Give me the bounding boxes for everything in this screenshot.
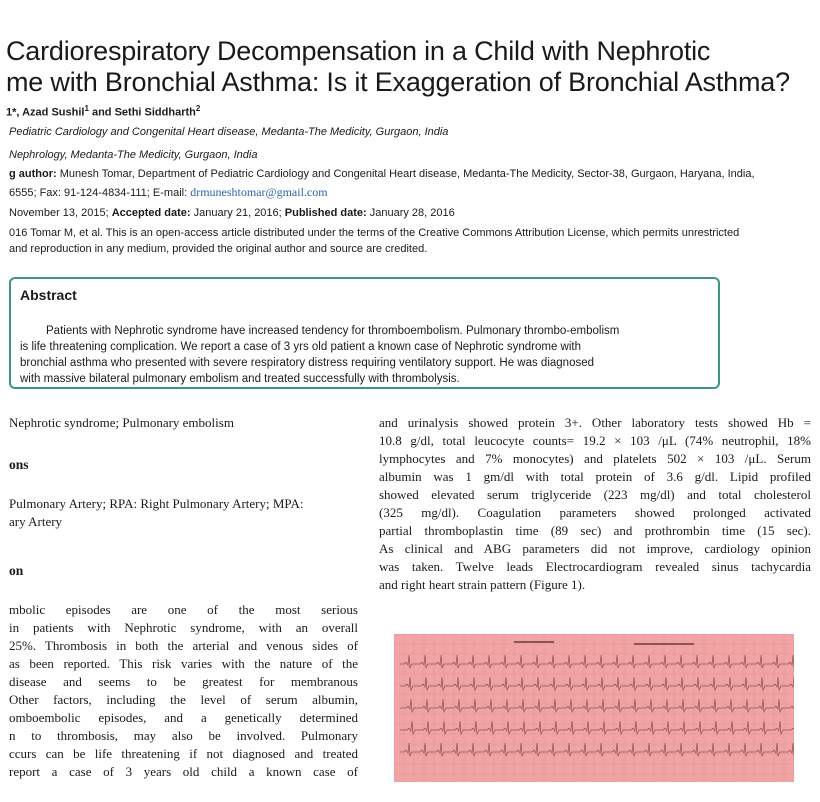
ecg-header-mark (514, 641, 554, 643)
abbreviations-heading: ons (9, 457, 29, 472)
paragraph-line: ccurs can be life threatening if not diagnosed and treated (9, 746, 358, 761)
abbreviations-line-2: ary Artery (9, 514, 63, 529)
ecg-lead-trace (400, 699, 794, 712)
paragraph-line: disease and seems to be greatest for membranous (9, 674, 358, 689)
corresponding-author-contact (9, 185, 328, 200)
license-line-1: 016 Tomar M, et al. This is an open-access article distributed under the terms of the Creative Commons Attribution License, which permits unrestricted (9, 227, 740, 239)
ecg-traces (400, 655, 794, 756)
introduction-heading: on (9, 563, 24, 578)
author-name: Azad Sushil (22, 106, 85, 119)
abstract-box (9, 277, 720, 389)
accepted-date: January 21, 2016; (190, 207, 285, 219)
case-report-paragraph (379, 414, 811, 594)
affiliation-1: Pediatric Cardiology and Congenital Heart disease, Medanta-The Medicity, Gurgaon, India (9, 126, 449, 138)
author-list (6, 104, 200, 119)
introduction-paragraph (9, 601, 358, 781)
author-name: Sethi Siddharth (114, 106, 196, 119)
article-title-line-1: Cardiorespiratory Decompensation in a Child with Nephrotic (6, 36, 711, 66)
paragraph-line: 10.8 g/dl, total leucocyte counts= 19.2 × 103 /μL (74% neutrophil, 18% (379, 433, 811, 448)
paragraph-line: albumin was 1 gm/dl with total protein of 3.6 g/dl. Lipid profiled (379, 469, 811, 484)
abstract-text (20, 323, 716, 387)
ecg-header-mark (634, 643, 694, 645)
abstract-line: Patients with Nephrotic syndrome have increased tendency for thromboembolism. Pulmonary thrombo-embolism (46, 325, 620, 337)
corresponding-author-details: Munesh Tomar, Department of Pediatric Cardiology and Congenital Heart disease, Medanta-The Medicity, Sector-38, Gurgaon, Haryana, India, (56, 168, 755, 180)
paragraph-line: partial thromboplastin time (89 sec) and prothrombin time (15 sec). (379, 523, 811, 538)
paragraph-line: As clinical and ABG parameters did not improve, cardiology opinion (379, 541, 811, 556)
abstract-line: bronchial asthma who presented with severe respiratory distress requiring ventilatory support. He was diagnosed (20, 357, 595, 369)
license-line-2: and reproduction in any medium, provided the original author and source are credited. (9, 243, 428, 255)
paragraph-line: 25%. Thrombosis in both the arterial and venous sides of (9, 638, 358, 653)
ecg-lead-trace (400, 677, 794, 690)
abstract-line: with massive bilateral pulmonary embolism and treated successfully with thrombolysis. (20, 373, 460, 385)
paragraph-line: omboembolic episodes, and a genetically determined (9, 710, 358, 725)
paragraph-line: (325 mg/dl). Coagulation parameters showed prolonged activated (379, 505, 811, 520)
accepted-label: Accepted date: (111, 207, 191, 219)
corresponding-author (9, 168, 755, 180)
paragraph-line: mbolic episodes are one of the most serious (9, 602, 358, 617)
paragraph-line: in patients with Nephrotic syndrome, with an overall (9, 620, 358, 635)
keywords: Nephrotic syndrome; Pulmonary embolism (9, 415, 234, 430)
affiliation-2: Nephrology, Medanta-The Medicity, Gurgaon, India (9, 149, 258, 161)
paragraph-line: report a case of 3 years old child a known case of (9, 764, 358, 779)
paragraph-line: lymphocytes and 7% monocytes) and platelets 502 × 103 /μL. Serum (379, 451, 811, 466)
paragraph-line: and urinalysis showed protein 3+. Other laboratory tests showed Hb = (379, 415, 811, 430)
paragraph-line: Other factors, including the level of serum albumin, (9, 692, 358, 707)
paragraph-line: showed elevated serum triglyceride (223 mg/dl) and total cholesterol (379, 487, 811, 502)
abbreviations-line-1: Pulmonary Artery; RPA: Right Pulmonary Artery; MPA: (9, 496, 304, 511)
paragraph-line: and right heart strain pattern (Figure 1). (379, 577, 586, 592)
published-date: January 28, 2016 (366, 207, 455, 219)
author-prefix: 1*, (6, 106, 23, 119)
paragraph-line: was taken. Twelve leads Electrocardiogram revealed sinus tachycardia (379, 559, 811, 574)
paragraph-line: n to thrombosis, may also be involved. Pulmonary (9, 728, 358, 743)
author-affiliation-marker: 2 (195, 104, 201, 113)
abstract-heading: Abstract (20, 287, 77, 303)
contact-numbers: 6555; Fax: 91-124-4834-111; E-mail: (9, 187, 191, 199)
ecg-lead-trace (400, 721, 794, 734)
received-date: November 13, 2015; (9, 207, 112, 219)
corresponding-author-label: g author: (9, 168, 57, 180)
article-title-line-2: me with Bronchial Asthma: Is it Exaggeration of Bronchial Asthma? (6, 67, 790, 97)
published-label: Published date: (284, 207, 367, 219)
author-conjunction: and (88, 106, 115, 119)
article-dates (9, 207, 455, 219)
email-link[interactable]: drmuneshtomar@gmail.com (190, 185, 328, 199)
ecg-figure (394, 634, 794, 782)
ecg-tracing-image (394, 634, 794, 782)
paragraph-line: as been reported. This risk varies with the nature of the (9, 656, 358, 671)
author-affiliation-marker: 1 (84, 104, 89, 113)
ecg-lead-trace (400, 655, 794, 668)
abstract-line: is life threatening complication. We report a case of 3 yrs old patient a known case of Nephrotic syndrome with (20, 341, 582, 353)
